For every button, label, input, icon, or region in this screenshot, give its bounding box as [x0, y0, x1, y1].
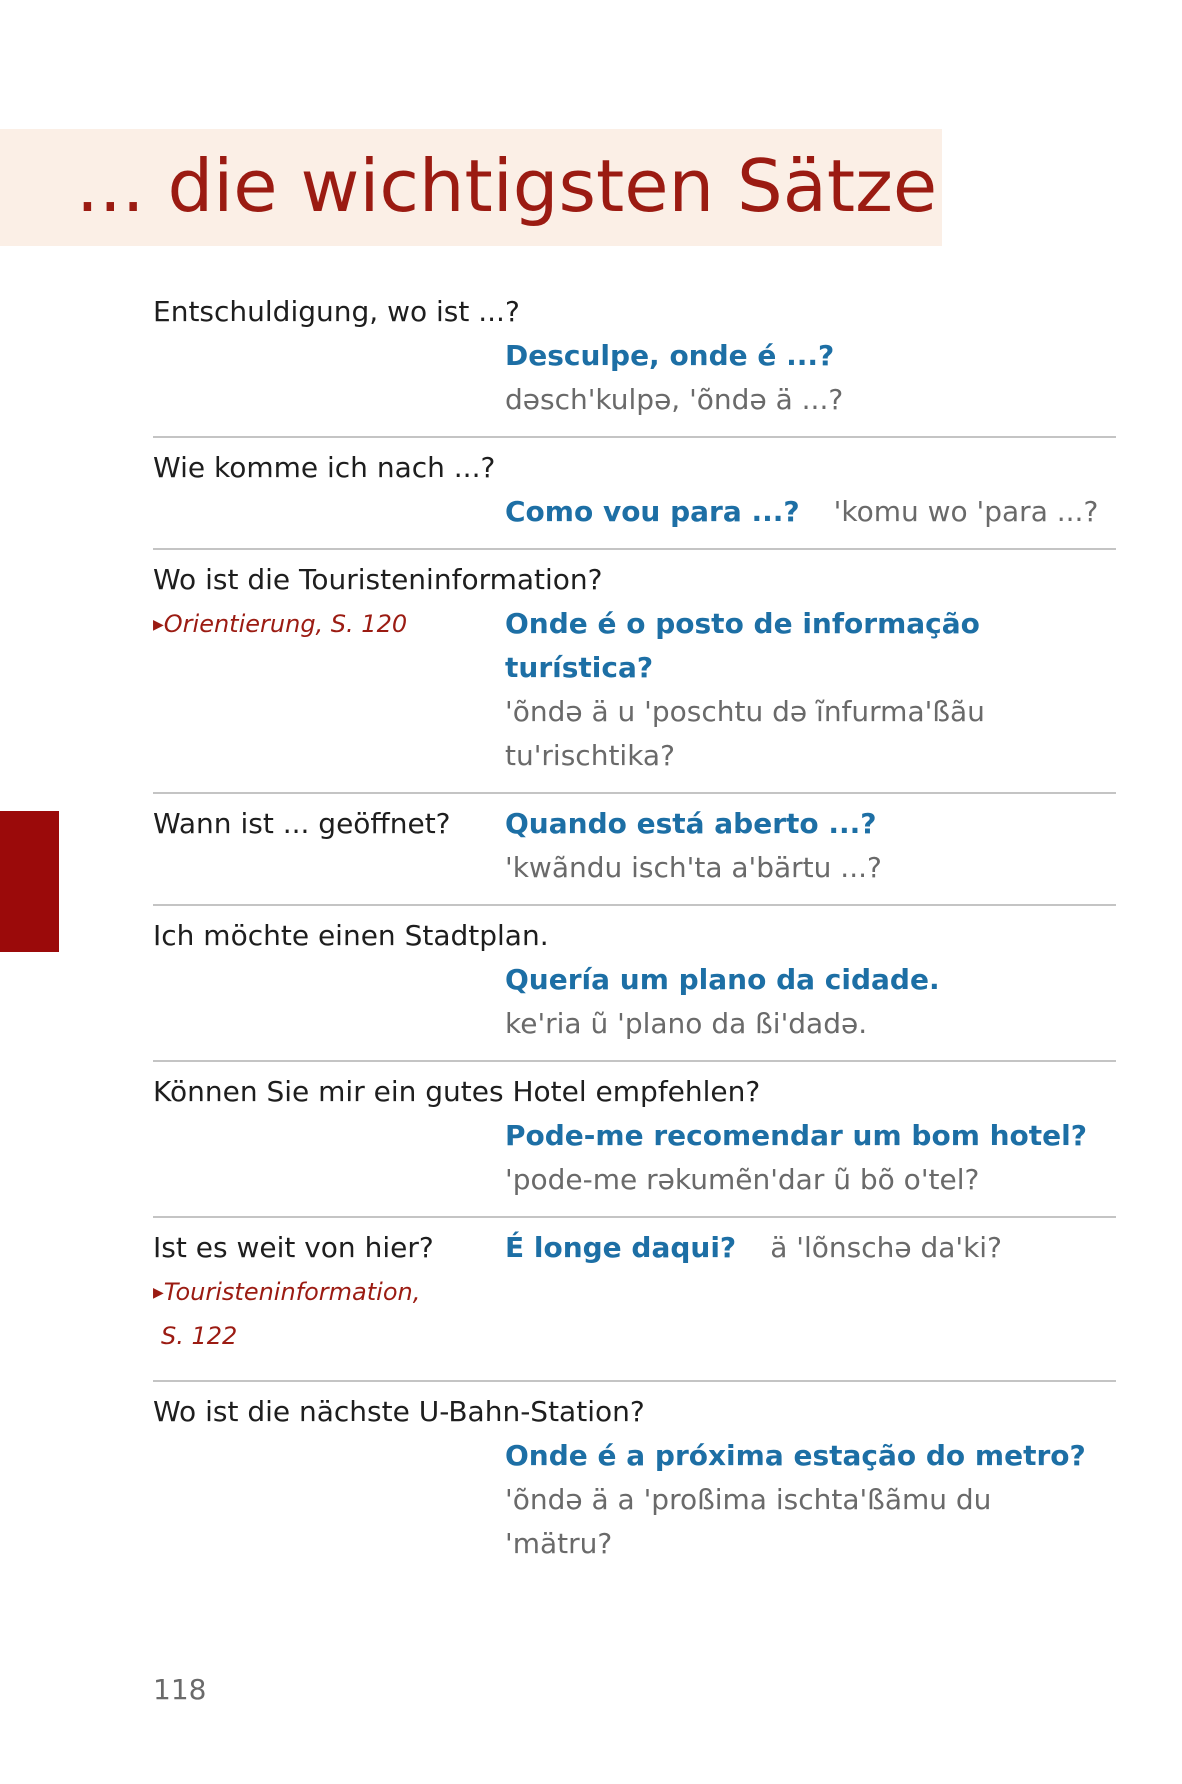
- phrase-list: [153, 290, 1116, 1580]
- german-phrase: Ich möchte einen Stadtplan.: [153, 919, 549, 952]
- phrase-entry: [153, 438, 1116, 550]
- german-phrase: Wo ist die nächste U-Bahn-Station?: [153, 1395, 645, 1428]
- portuguese-phrase: Quería um plano da cidade.: [505, 963, 940, 996]
- pronunciation: tu'rischtika?: [505, 739, 675, 772]
- pronunciation: 'mätru?: [505, 1527, 613, 1560]
- pronunciation: 'õndə ä a 'proßima ischta'ßãmu du: [505, 1483, 992, 1516]
- german-phrase: Wann ist ... geöffnet?: [153, 807, 451, 840]
- portuguese-phrase: Desculpe, onde é ...?: [505, 339, 835, 372]
- phrase-entry: [153, 1218, 1116, 1382]
- german-phrase: Wo ist die Touristeninformation?: [153, 563, 603, 596]
- triangle-right-icon: ▶: [153, 617, 164, 633]
- cross-reference-link[interactable]: [153, 602, 407, 647]
- cross-reference-text: Orientierung, S. 120: [163, 610, 408, 638]
- pronunciation: ä 'lõnschə da'ki?: [770, 1231, 1002, 1264]
- portuguese-text: Como vou para ...?: [505, 495, 800, 528]
- cross-reference-text: Touristeninformation,: [163, 1278, 421, 1306]
- phrase-entry: [153, 1062, 1116, 1218]
- phrase-entry: [153, 906, 1116, 1062]
- german-phrase: Können Sie mir ein gutes Hotel empfehlen?: [153, 1075, 761, 1108]
- portuguese-text: É longe daqui?: [505, 1231, 737, 1264]
- german-phrase: Entschuldigung, wo ist ...?: [153, 295, 520, 328]
- cross-reference-link[interactable]: [153, 1270, 420, 1315]
- pronunciation: dəsch'kulpə, 'õndə ä ...?: [505, 383, 844, 416]
- portuguese-phrase: Onde é o posto de informação turística?: [505, 607, 980, 684]
- phrase-entry: [153, 550, 1116, 794]
- page-title: ... die wichtigsten Sätze: [76, 144, 938, 228]
- triangle-right-icon: ▶: [153, 1285, 164, 1301]
- pronunciation: 'komu wo 'para ...?: [833, 495, 1099, 528]
- pronunciation: ke'ria ũ 'plano da ßi'dadə.: [505, 1007, 868, 1040]
- portuguese-phrase: Onde é a próxima estação do metro?: [505, 1439, 1086, 1472]
- chapter-marker: [0, 811, 59, 952]
- phrase-entry: [153, 794, 1116, 906]
- pronunciation: 'pode-me rəkumẽn'dar ũ bõ o'tel?: [505, 1163, 980, 1196]
- portuguese-phrase: [505, 1226, 1116, 1270]
- phrase-entry: [153, 1382, 1116, 1580]
- portuguese-phrase: Quando está aberto ...?: [505, 807, 877, 840]
- page-number: 118: [153, 1673, 207, 1706]
- portuguese-phrase: [505, 490, 1116, 534]
- pronunciation: 'õndə ä u 'poschtu də ĩnfurma'ßãu: [505, 695, 985, 728]
- phrase-entry: [153, 290, 1116, 438]
- cross-reference-page[interactable]: [161, 1314, 237, 1358]
- german-phrase: Ist es weit von hier?: [153, 1231, 434, 1264]
- cross-reference-text: S. 122: [161, 1322, 238, 1350]
- portuguese-phrase: Pode-me recomendar um bom hotel?: [505, 1119, 1087, 1152]
- pronunciation: 'kwãndu isch'ta a'bärtu ...?: [505, 851, 882, 884]
- german-phrase: Wie komme ich nach ...?: [153, 451, 496, 484]
